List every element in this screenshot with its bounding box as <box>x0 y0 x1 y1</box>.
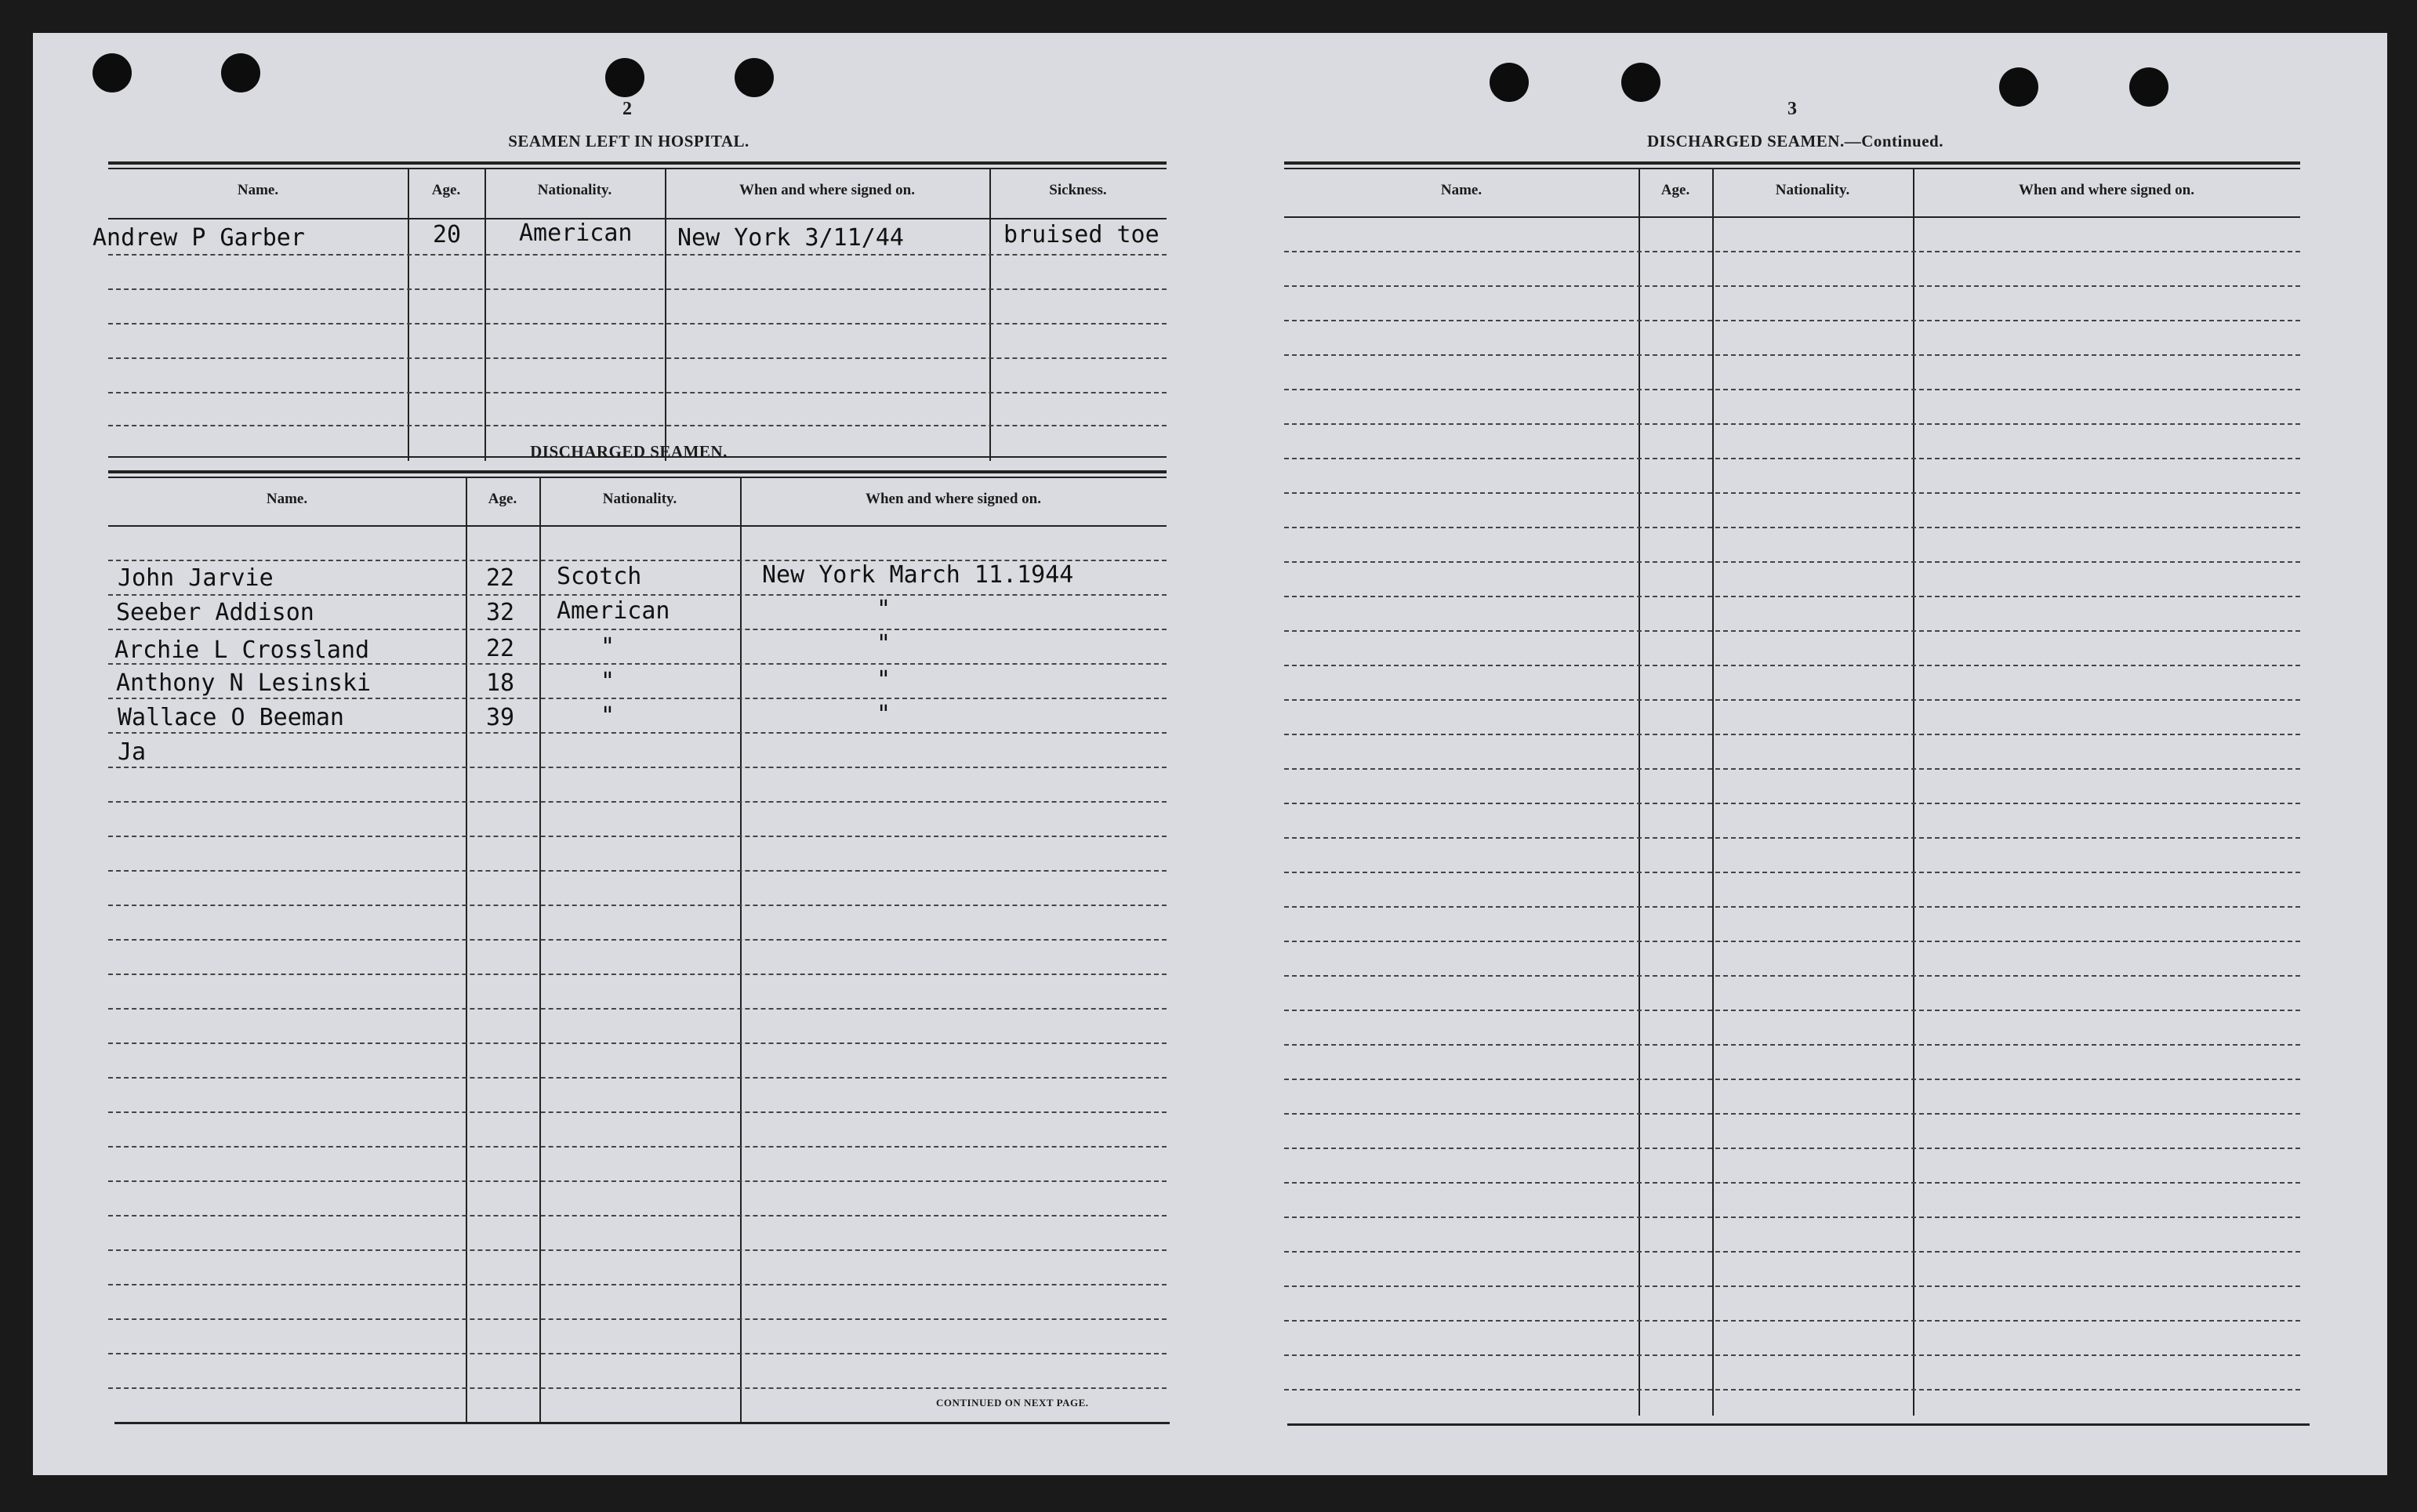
col-name: Name. <box>266 491 308 507</box>
punch-hole <box>605 58 644 97</box>
column-divider <box>1712 169 1714 1416</box>
ruled-line <box>1284 1010 2300 1011</box>
punch-hole <box>1999 67 2038 107</box>
ruled-line <box>1284 1148 2300 1149</box>
ruled-line <box>108 1077 1167 1079</box>
discharged-top-rule <box>108 477 1167 478</box>
ruled-line <box>108 254 1167 256</box>
ruled-line <box>108 1387 1167 1389</box>
hospital-row-sickness: bruised toe <box>1003 221 1160 248</box>
page-number: 3 <box>1787 99 1797 119</box>
column-divider <box>740 478 742 1422</box>
discharged-row-age: 18 <box>486 669 515 697</box>
continued-note: CONTINUED ON NEXT PAGE. <box>936 1397 1089 1409</box>
hospital-row-nationality: American <box>519 219 633 247</box>
ruled-line <box>1284 1320 2300 1322</box>
ruled-line <box>108 939 1167 941</box>
ruled-line <box>1284 734 2300 735</box>
ruled-line <box>108 288 1167 290</box>
ruled-line <box>1284 561 2300 563</box>
discharged-heading: DISCHARGED SEAMEN. <box>530 442 728 461</box>
ruled-line <box>108 732 1167 734</box>
ruled-line <box>1284 285 2300 287</box>
ruled-line <box>1284 423 2300 425</box>
col-signed-on: When and where signed on. <box>2018 182 2194 198</box>
ruled-line <box>108 1008 1167 1010</box>
ruled-line <box>108 801 1167 803</box>
discharged-row-signed-on: " <box>876 701 891 728</box>
discharged-row-age: 39 <box>486 704 515 731</box>
page-number: 2 <box>622 99 632 119</box>
column-divider <box>665 169 666 461</box>
ruled-line <box>1284 1079 2300 1080</box>
discharged-header-rule <box>108 525 1167 527</box>
ruled-line <box>108 1042 1167 1044</box>
discharged-row-name: Ja <box>118 738 147 766</box>
table-bottom-rule <box>1287 1423 2310 1426</box>
ruled-line <box>1284 389 2300 390</box>
ruled-line <box>108 323 1167 325</box>
table-top-rule <box>1284 161 2300 165</box>
ruled-line <box>108 1318 1167 1320</box>
hospital-row-signed-on: New York 3/11/44 <box>677 224 904 252</box>
ruled-line <box>1284 251 2300 252</box>
discharged-row-signed-on: " <box>876 630 891 658</box>
ruled-line <box>108 698 1167 699</box>
discharged-row-name: John Jarvie <box>118 564 274 592</box>
ruled-line <box>108 392 1167 393</box>
discharged-row-name: Seeber Addison <box>116 599 314 626</box>
ruled-line <box>108 836 1167 837</box>
col-age: Age. <box>488 491 517 507</box>
ruled-line <box>1284 665 2300 666</box>
table-header-rule <box>1284 216 2300 218</box>
ruled-line <box>108 629 1167 630</box>
ruled-line <box>1284 1113 2300 1115</box>
ruled-line <box>108 974 1167 975</box>
ruled-line <box>1284 872 2300 873</box>
ruled-line <box>1284 975 2300 977</box>
column-divider <box>539 478 541 1422</box>
discharged-row-name: Archie L Crossland <box>114 636 370 664</box>
discharged-row-signed-on: " <box>876 666 891 694</box>
ruled-line <box>1284 354 2300 356</box>
col-signed-on: When and where signed on. <box>865 491 1041 507</box>
right-page <box>1215 33 2387 1475</box>
ruled-line <box>1284 1182 2300 1184</box>
col-name: Name. <box>1440 182 1482 198</box>
col-name: Name. <box>237 182 279 198</box>
punch-hole <box>2129 67 2168 107</box>
ruled-line <box>1284 1285 2300 1287</box>
table-top-rule <box>1284 168 2300 169</box>
discharged-continued-heading: DISCHARGED SEAMEN.—Continued. <box>1647 132 1943 150</box>
discharged-row-nationality: American <box>557 597 670 625</box>
ruled-line <box>108 1180 1167 1182</box>
col-age: Age. <box>431 182 461 198</box>
ruled-line <box>108 1146 1167 1148</box>
column-divider <box>466 478 467 1422</box>
ruled-line <box>108 1249 1167 1251</box>
discharged-row-signed-on: " <box>876 596 891 623</box>
ruled-line <box>1284 699 2300 701</box>
ruled-line <box>108 357 1167 359</box>
discharged-row-nationality: " <box>601 633 615 661</box>
hospital-heading: SEAMEN LEFT IN HOSPITAL. <box>508 132 749 150</box>
discharged-row-nationality: Scotch <box>557 563 642 590</box>
ruled-line <box>108 870 1167 872</box>
discharged-row-age: 22 <box>486 564 515 592</box>
ruled-line <box>108 1284 1167 1285</box>
ruled-line <box>108 905 1167 906</box>
discharged-bottom-rule <box>114 1422 1170 1424</box>
hospital-row-name: Andrew P Garber <box>93 224 305 252</box>
discharged-top-rule <box>108 470 1167 473</box>
ruled-line <box>1284 1389 2300 1391</box>
ruled-line <box>1284 1044 2300 1046</box>
left-page <box>33 33 1215 1475</box>
punch-hole <box>1490 63 1529 102</box>
ruled-line <box>1284 1354 2300 1356</box>
col-age: Age. <box>1660 182 1690 198</box>
ruled-line <box>1284 527 2300 528</box>
ruled-line <box>1284 1216 2300 1218</box>
ruled-line <box>1284 803 2300 804</box>
ruled-line <box>108 1353 1167 1354</box>
ruled-line <box>1284 630 2300 632</box>
discharged-row-nationality: " <box>601 702 615 730</box>
discharged-row-age: 32 <box>486 599 515 626</box>
ruled-line <box>1284 837 2300 839</box>
column-divider <box>989 169 991 461</box>
ruled-line <box>1284 768 2300 770</box>
ruled-line <box>1284 941 2300 942</box>
col-nationality: Nationality. <box>1775 182 1850 198</box>
discharged-row-signed-on: New York March 11.1944 <box>762 561 1074 589</box>
discharged-row-name: Anthony N Lesinski <box>116 669 372 697</box>
column-divider <box>484 169 486 461</box>
ruled-line <box>1284 320 2300 321</box>
column-divider <box>1639 169 1640 1416</box>
col-nationality: Nationality. <box>537 182 612 198</box>
ruled-line <box>1284 1251 2300 1253</box>
ruled-line <box>1284 596 2300 597</box>
ruled-line <box>1284 458 2300 459</box>
hospital-row-age: 20 <box>433 221 462 248</box>
punch-hole <box>1621 63 1660 102</box>
ruled-line <box>108 425 1167 426</box>
discharged-row-age: 22 <box>486 635 515 662</box>
hospital-top-rule <box>108 168 1167 169</box>
discharged-row-nationality: " <box>601 668 615 695</box>
column-divider <box>1913 169 1914 1416</box>
col-nationality: Nationality. <box>602 491 677 507</box>
ruled-line <box>108 594 1167 596</box>
ruled-line <box>1284 906 2300 908</box>
col-signed-on: When and where signed on. <box>739 182 915 198</box>
hospital-top-rule <box>108 161 1167 165</box>
col-sickness: Sickness. <box>1049 182 1107 198</box>
ruled-line <box>108 1111 1167 1113</box>
ruled-line <box>108 767 1167 768</box>
hospital-header-rule <box>108 218 1167 219</box>
ruled-line <box>108 1215 1167 1216</box>
punch-hole <box>221 53 260 92</box>
discharged-row-name: Wallace O Beeman <box>118 704 344 731</box>
punch-hole <box>735 58 774 97</box>
ruled-line <box>1284 492 2300 494</box>
punch-hole <box>93 53 132 92</box>
column-divider <box>408 169 409 461</box>
